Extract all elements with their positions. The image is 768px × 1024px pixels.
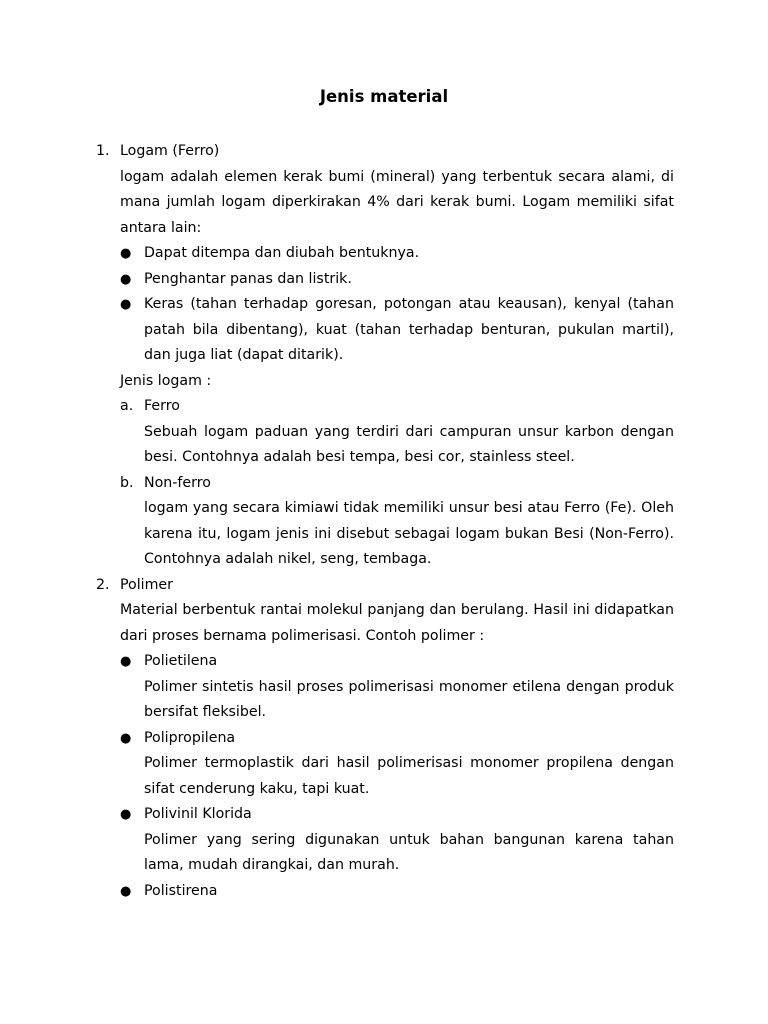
type-description: logam yang secara kimiawi tidak memiliki unsur besi atau Ferro (Fe). Oleh karena itu, logam jenis ini disebut sebagai logam bukan Besi (Non-Ferro). Contohnya adalah nikel, seng, tembaga. xyxy=(144,500,674,567)
type-item-ferro xyxy=(120,394,674,471)
bullet-icon: ● xyxy=(120,883,132,899)
section-content xyxy=(120,139,674,573)
example-description: Polimer sintetis hasil proses polimerisasi monomer etilena dengan produk bersifat fleksibel. xyxy=(144,678,674,720)
example-description: Polimer yang sering digunakan untuk bahan bangunan karena tahan lama, mudah dirangkai, dan murah. xyxy=(144,831,674,873)
bullet-icon: ● xyxy=(120,654,132,669)
list-item xyxy=(120,292,674,369)
example-content xyxy=(144,649,674,726)
type-content xyxy=(144,471,674,573)
list-item xyxy=(120,802,674,879)
section-paragraph: logam adalah elemen kerak bumi (mineral) yang terbentuk secara alami, di mana jumlah logam diperkirakan 4% dari kerak bumi. Logam memiliki sifat antara lain: xyxy=(120,168,674,236)
bullet-icon: ● xyxy=(120,297,132,312)
type-item-non-ferro xyxy=(120,471,674,573)
section-number: 1. xyxy=(96,143,110,159)
example-content xyxy=(144,726,674,803)
document-body xyxy=(96,139,674,904)
bullet-icon: ● xyxy=(120,730,132,746)
section-paragraph: Material berbentuk rantai molekul panjang dan berulang. Hasil ini didapatkan dari proses bernama polimerisasi. Contoh polimer : xyxy=(120,602,674,644)
bullet-text: Dapat ditempa dan diubah bentuknya. xyxy=(144,245,420,261)
bullet-icon: ● xyxy=(120,807,132,822)
type-letter: a. xyxy=(120,398,134,414)
page-title: Jenis material xyxy=(319,87,449,106)
bullet-text: Penghantar panas dan listrik. xyxy=(144,270,352,287)
example-name: Polipropilena xyxy=(144,729,236,746)
section-polimer xyxy=(96,573,674,905)
type-content xyxy=(144,394,674,471)
type-letter: b. xyxy=(120,474,134,491)
example-name: Polivinil Klorida xyxy=(144,806,252,822)
type-description: Sebuah logam paduan yang terdiri dari campuran unsur karbon dengan besi. Contohnya adalah besi tempa, besi cor, stainless steel. xyxy=(144,423,674,465)
type-name: Non-ferro xyxy=(144,474,211,491)
list-item xyxy=(120,726,674,803)
list-item xyxy=(120,879,674,905)
bullet-icon: ● xyxy=(120,271,132,287)
type-name: Ferro xyxy=(144,398,180,414)
list-item xyxy=(120,241,674,267)
bullet-text: Keras (tahan terhadap goresan, potongan atau keausan), kenyal (tahan patah bila dibentang), kuat (tahan terhadap benturan, pukulan martil), dan juga liat (dapat ditarik). xyxy=(144,296,674,363)
section-heading: Logam (Ferro) xyxy=(120,143,220,159)
example-content xyxy=(144,802,674,879)
section-content xyxy=(120,573,674,905)
section-logam xyxy=(96,139,674,573)
example-name: Polietilena xyxy=(144,653,218,669)
section-number: 2. xyxy=(96,576,110,593)
list-item xyxy=(120,267,674,293)
example-description: Polimer termoplastik dari hasil polimerisasi monomer propilena dengan sifat cenderung kaku, tapi kuat. xyxy=(144,755,674,797)
types-label: Jenis logam : xyxy=(120,372,212,389)
example-name: Polistirena xyxy=(144,882,218,899)
list-item xyxy=(120,649,674,726)
section-heading: Polimer xyxy=(120,576,173,593)
bullet-icon: ● xyxy=(120,246,132,261)
example-content xyxy=(144,879,674,905)
